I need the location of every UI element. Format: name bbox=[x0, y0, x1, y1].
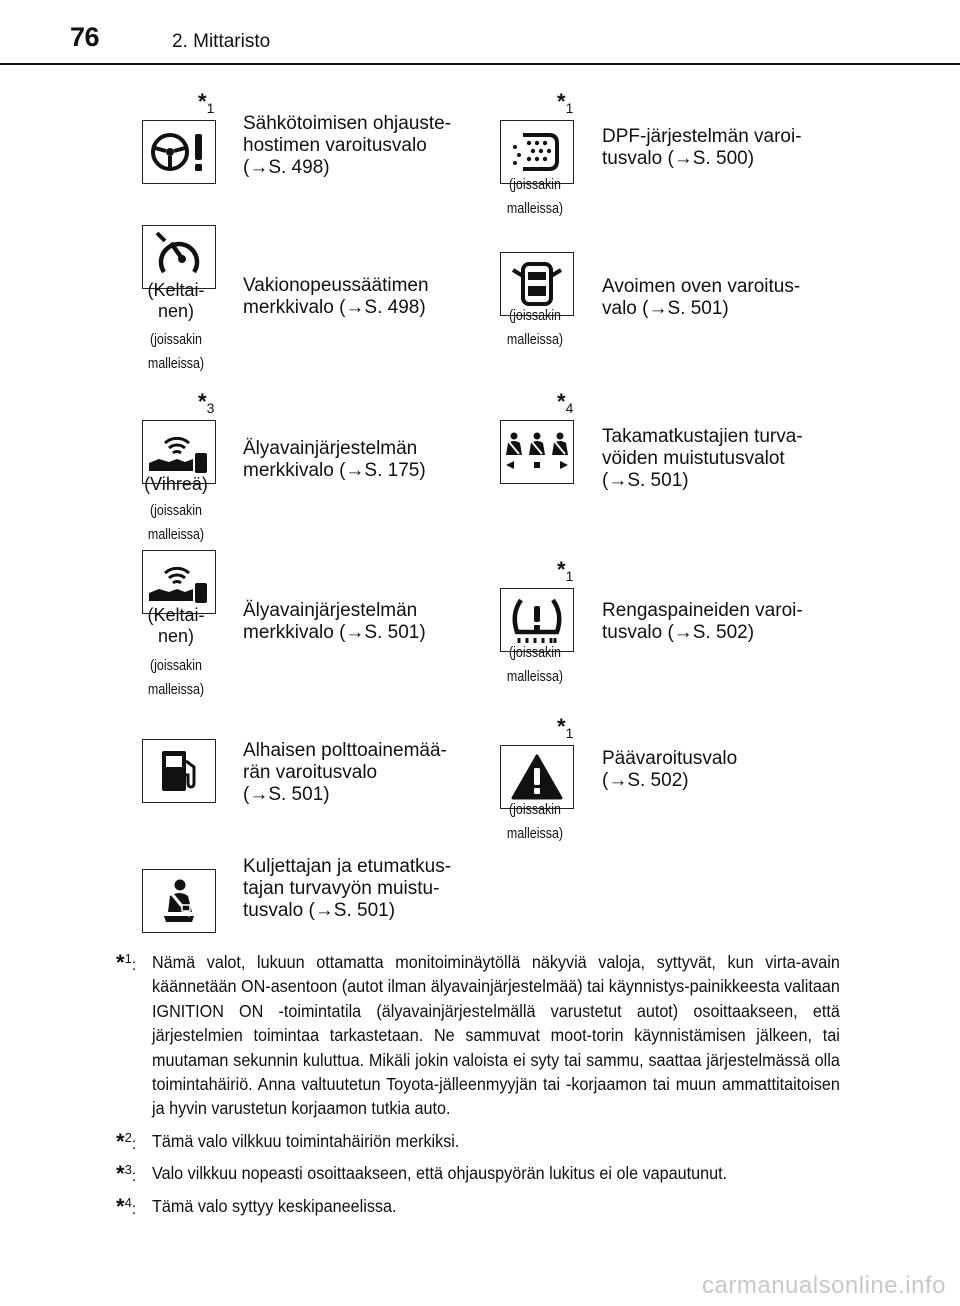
description-text: Vakionopeussäätimen merkkivalo (→S. 498) bbox=[243, 275, 429, 318]
description-text: Rengaspaineiden varoi- tusvalo (→S. 502) bbox=[602, 600, 803, 643]
model-note: (joissakin malleissa) bbox=[506, 645, 564, 685]
footnote-text: Tämä valo vilkkuu toimintahäiriön merkiksi. bbox=[152, 1130, 460, 1151]
footnote-marker: $*_1$ bbox=[557, 557, 574, 584]
header-divider bbox=[0, 63, 960, 65]
footnote-marker: $*_1$: bbox=[116, 950, 137, 975]
model-note: (joissakin malleissa) bbox=[506, 308, 564, 348]
footnote-marker: $*_1$ bbox=[198, 89, 215, 116]
footnote-text: Valo vilkkuu nopeasti osoittaakseen, että ohjauspyörän lukitus ei ole vapautunut. bbox=[152, 1163, 728, 1184]
description-text: DPF-järjestelmän varoi- tusvalo (→S. 500) bbox=[602, 126, 802, 169]
footnote bbox=[116, 1129, 840, 1153]
description-text: Takamatkustajien turva- vöiden muistutusvalot (→S. 501) bbox=[602, 426, 803, 491]
model-note: (joissakin malleissa) bbox=[147, 503, 205, 543]
page-number: 76 bbox=[70, 22, 100, 52]
description-text: Älyavainjärjestelmän merkkivalo (→S. 175) bbox=[243, 438, 426, 481]
low-fuel-icon bbox=[142, 739, 216, 803]
description-text: Sähkötoimisen ohjauste- hostimen varoitusvalo (→S. 498) bbox=[243, 113, 452, 178]
description-text: Kuljettajan ja etumatkus- tajan turvavyön muistu- tusvalo (→S. 501) bbox=[243, 856, 452, 921]
footnote-text: Tämä valo syttyy keskipaneelissa. bbox=[152, 1195, 397, 1216]
rear-seatbelt-icon bbox=[500, 420, 574, 484]
footnote-marker: $*_4$ bbox=[557, 389, 574, 416]
model-note: (joissakin malleissa) bbox=[147, 332, 205, 372]
footnote bbox=[116, 1161, 840, 1185]
footnote-marker: $*_4$: bbox=[116, 1193, 137, 1219]
footnote-marker: $*_3$ bbox=[198, 389, 215, 416]
description-text: Alhaisen polttoainemää- rän varoitusvalo (→S. 501) bbox=[243, 740, 447, 805]
footnote-marker: $*_2$: bbox=[116, 1128, 137, 1154]
model-note: (joissakin malleissa) bbox=[506, 177, 564, 217]
seatbelt-icon bbox=[142, 869, 216, 933]
footnote-marker: $*_3$: bbox=[116, 1161, 137, 1187]
color-caption: (Keltai- nen) bbox=[147, 280, 205, 321]
footnote-marker: $*_1$ bbox=[557, 89, 574, 116]
model-note: (joissakin malleissa) bbox=[147, 658, 205, 698]
footnote-text: Nämä valot, lukuun ottamatta monitoiminäytöllä näkyviä valoja, syttyvät, kun virta-avain käännetään ON-asentoon (autot ilman älyavainjärjestelmää) tai käynnistys-painikkeesta valitaan IGNITION ON -toimintatila (älyavainjärjestelmällä varustetut autot) osoittaakseen, että järjestelmien toimintaa tarkastetaan. Ne sammuvat moot-torin käynnistämisen jälkeen, tai muutaman sekunnin kuluttua. Mikäli jokin valoista ei syty tai sammu, saattaa järjestelmässä olla toimintahäiriö. Anna valtuutetun Toyota-jälleenmyyjän tai -korjaamon tai muun ammattitaitoisen ja hyvin varustetun korjaamon tutkia auto. bbox=[152, 952, 840, 1119]
page-header bbox=[0, 0, 960, 70]
watermark: carmanualsonline.info bbox=[702, 1272, 946, 1299]
color-caption: (Keltai- nen) bbox=[147, 605, 205, 646]
footnote-marker: $*_1$ bbox=[557, 714, 574, 741]
description-text: Avoimen oven varoitus- valo (→S. 501) bbox=[602, 276, 801, 319]
chapter-title: 2. Mittaristo bbox=[172, 31, 271, 52]
footnote bbox=[116, 1194, 840, 1218]
description-text: Älyavainjärjestelmän merkkivalo (→S. 501) bbox=[243, 600, 426, 643]
description-text: Päävaroitusvalo (→S. 502) bbox=[602, 748, 738, 791]
footnote bbox=[116, 950, 840, 1121]
model-note: (joissakin malleissa) bbox=[506, 802, 564, 842]
power-steering-warning-icon bbox=[142, 120, 216, 184]
color-caption: (Vihreä) bbox=[144, 474, 208, 494]
footnotes bbox=[116, 950, 840, 1226]
